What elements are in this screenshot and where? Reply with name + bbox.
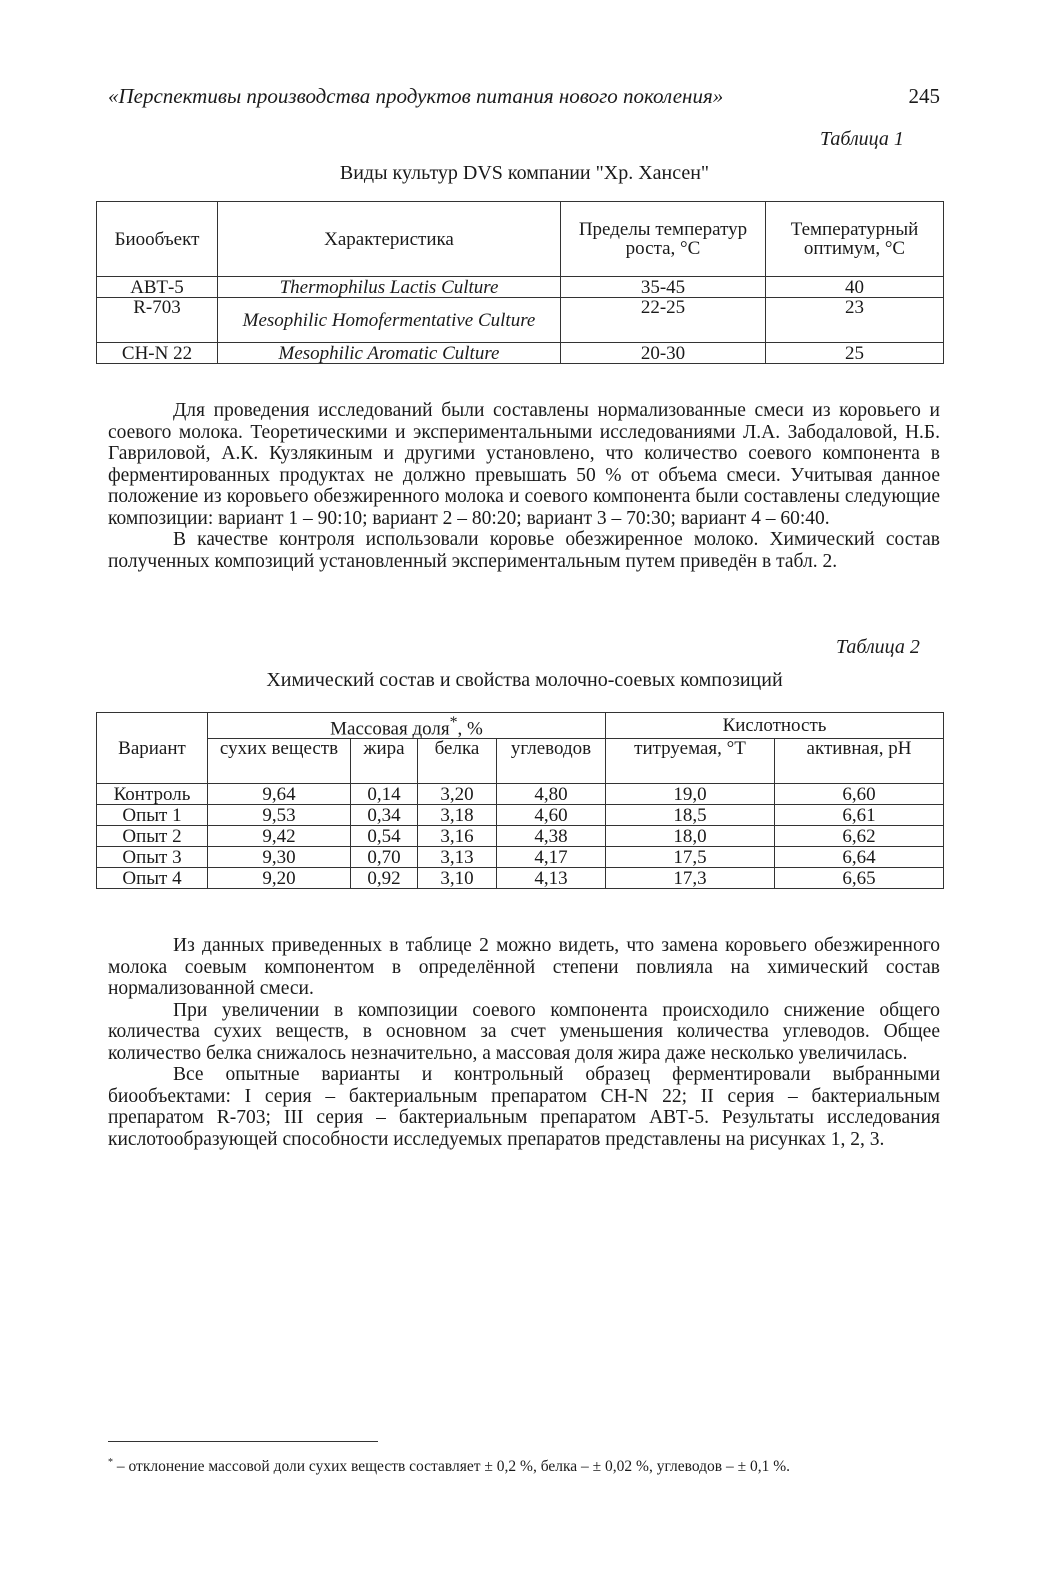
table-row bbox=[97, 298, 944, 343]
table-cell: 4,80 bbox=[497, 784, 606, 805]
table2-group-header bbox=[208, 713, 606, 739]
running-title: «Перспективы производства продуктов питания нового поколения» bbox=[108, 84, 724, 108]
table2-col-header: жира bbox=[351, 739, 418, 784]
table-cell: R-703 bbox=[97, 298, 218, 343]
table-cell: 9,42 bbox=[208, 826, 351, 847]
table-cell: Опыт 2 bbox=[97, 826, 208, 847]
table-cell: 17,3 bbox=[606, 868, 775, 889]
table-cell: 40 bbox=[766, 277, 944, 298]
paragraph: При увеличении в композиции соевого компонента происходило снижение общего количества сухих веществ, в основном за счет уменьшения количества углеводов. Общее количество белка снижалось незначительно, а массовая доля жира даже несколько увеличилась. bbox=[108, 999, 940, 1064]
table-cell: Mesophilic Homofermentative Culture bbox=[218, 298, 561, 343]
table-cell: 22-25 bbox=[561, 298, 766, 343]
table-cell: Опыт 4 bbox=[97, 868, 208, 889]
table1-header-row bbox=[97, 202, 944, 277]
table-cell: 23 bbox=[766, 298, 944, 343]
table-cell: 0,70 bbox=[351, 847, 418, 868]
table-cell: 9,20 bbox=[208, 868, 351, 889]
running-header bbox=[108, 84, 940, 109]
table-cell: Опыт 3 bbox=[97, 847, 208, 868]
group-mass-unit: , % bbox=[457, 718, 483, 740]
table-cell: Опыт 1 bbox=[97, 805, 208, 826]
footnote-separator bbox=[108, 1441, 378, 1442]
table1-title: Виды культур DVS компании "Хр. Хансен" bbox=[339, 162, 710, 184]
table-cell: 4,13 bbox=[497, 868, 606, 889]
table2-title: Химический состав и свойства молочно-соевых композиций bbox=[266, 669, 783, 691]
paragraph: В качестве контроля использовали коровье обезжиренное молоко. Химический состав полученных композиций установленный экспериментальным путем приведён в табл. 2. bbox=[108, 529, 940, 572]
table-cell: 4,17 bbox=[497, 847, 606, 868]
table1-col-header: Биообъект bbox=[97, 202, 218, 277]
table-cell: 0,34 bbox=[351, 805, 418, 826]
table-row bbox=[97, 826, 944, 847]
table-row bbox=[97, 277, 944, 298]
table-cell: 6,60 bbox=[775, 784, 944, 805]
table2-col-header: углеводов bbox=[497, 739, 606, 784]
paragraph: Из данных приведенных в таблице 2 можно видеть, что замена коровьего обезжиренного молока соевым компонентом в определённой степени повлияла на химический состав нормализованной смеси. bbox=[108, 935, 940, 999]
paragraph: Все опытные варианты и контрольный образец ферментировали выбранными биообъектами: I серия – бактериальным препаратом CH-N 22; II серия – бактериальным препаратом R-703; III серия – бактериальным препаратом АВТ-5. Результаты исследования кислотообразующей способности исследуемых препаратов представлены на рисунках 1, 2, 3. bbox=[108, 1064, 940, 1150]
table-cell: 9,53 bbox=[208, 805, 351, 826]
table-cell: 6,64 bbox=[775, 847, 944, 868]
table-row bbox=[97, 805, 944, 826]
table-cell: 6,62 bbox=[775, 826, 944, 847]
table-cell: 0,92 bbox=[351, 868, 418, 889]
table-cell: 6,61 bbox=[775, 805, 944, 826]
table-cell: 3,16 bbox=[418, 826, 497, 847]
body-text-1 bbox=[108, 400, 940, 572]
table1-col-header: Пределы температур роста, °С bbox=[561, 202, 766, 277]
table2-col-header: сухих веществ bbox=[208, 739, 351, 784]
table-cell: 4,60 bbox=[497, 805, 606, 826]
table-cell: Thermophilus Lactis Culture bbox=[218, 277, 561, 298]
group-mass-label: Массовая доля bbox=[330, 718, 450, 740]
table-row bbox=[97, 868, 944, 889]
table2-label: Таблица 2 bbox=[836, 636, 920, 658]
table1-label: Таблица 1 bbox=[820, 128, 904, 150]
table-row bbox=[97, 784, 944, 805]
paragraph: Для проведения исследований были составлены нормализованные смеси из коровьего и соевого молока. Теоретическими и экспериментальными исследованиями Л.А. Забодаловой, Н.Б. Гавриловой, А.К. Кузлякиным и другими установлено, что количество соевого компонента в ферментированных продуктах не должно превышать 50 % от объема смеси. Учитывая данное положение из коровьего обезжиренного молока и соевого компонента были составлены следующие композиции: вариант 1 – 90:10; вариант 2 – 80:20; вариант 3 – 70:30; вариант 4 – 60:40. bbox=[108, 400, 940, 529]
footnote-text: – отклонение массовой доли сухих веществ составляет ± 0,2 %, белка – ± 0,02 %, углеводов – ± 0,1 %. bbox=[113, 1458, 791, 1476]
page-number: 245 bbox=[908, 84, 940, 108]
table-cell: 3,18 bbox=[418, 805, 497, 826]
table2-col-header: Вариант bbox=[97, 713, 208, 784]
table2-header-row bbox=[97, 713, 944, 739]
table-cell: АВТ-5 bbox=[97, 277, 218, 298]
table-cell: 0,54 bbox=[351, 826, 418, 847]
table-cell: Mesophilic Aromatic Culture bbox=[218, 343, 561, 364]
table-cell: 18,0 bbox=[606, 826, 775, 847]
table2 bbox=[96, 712, 944, 889]
table-cell: Контроль bbox=[97, 784, 208, 805]
table-row bbox=[97, 847, 944, 868]
table2-group-header: Кислотность bbox=[606, 713, 944, 739]
table-cell: 9,64 bbox=[208, 784, 351, 805]
body-text-2 bbox=[108, 935, 940, 1150]
table-cell: 20-30 bbox=[561, 343, 766, 364]
table-cell: 6,65 bbox=[775, 868, 944, 889]
footnote-mark: * bbox=[449, 714, 458, 731]
table-cell: 9,30 bbox=[208, 847, 351, 868]
table-cell: 3,10 bbox=[418, 868, 497, 889]
table2-subheader-row bbox=[97, 739, 944, 784]
table-cell: 17,5 bbox=[606, 847, 775, 868]
table-cell: 3,20 bbox=[418, 784, 497, 805]
table-row bbox=[97, 343, 944, 364]
table-cell: 25 bbox=[766, 343, 944, 364]
table1-col-header: Характеристика bbox=[218, 202, 561, 277]
table-cell: 0,14 bbox=[351, 784, 418, 805]
table1 bbox=[96, 201, 944, 364]
table-cell: 35-45 bbox=[561, 277, 766, 298]
table1-col-header: Температурный оптимум, °С bbox=[766, 202, 944, 277]
table-cell: 4,38 bbox=[497, 826, 606, 847]
table-cell: 18,5 bbox=[606, 805, 775, 826]
table-cell: 19,0 bbox=[606, 784, 775, 805]
table2-col-header: титруемая, °Т bbox=[606, 739, 775, 784]
footnote-mark: * bbox=[108, 1457, 113, 1468]
table-cell: CH-N 22 bbox=[97, 343, 218, 364]
table2-col-header: белка bbox=[418, 739, 497, 784]
footnote bbox=[108, 1453, 938, 1476]
table-cell: 3,13 bbox=[418, 847, 497, 868]
table2-col-header: активная, pH bbox=[775, 739, 944, 784]
